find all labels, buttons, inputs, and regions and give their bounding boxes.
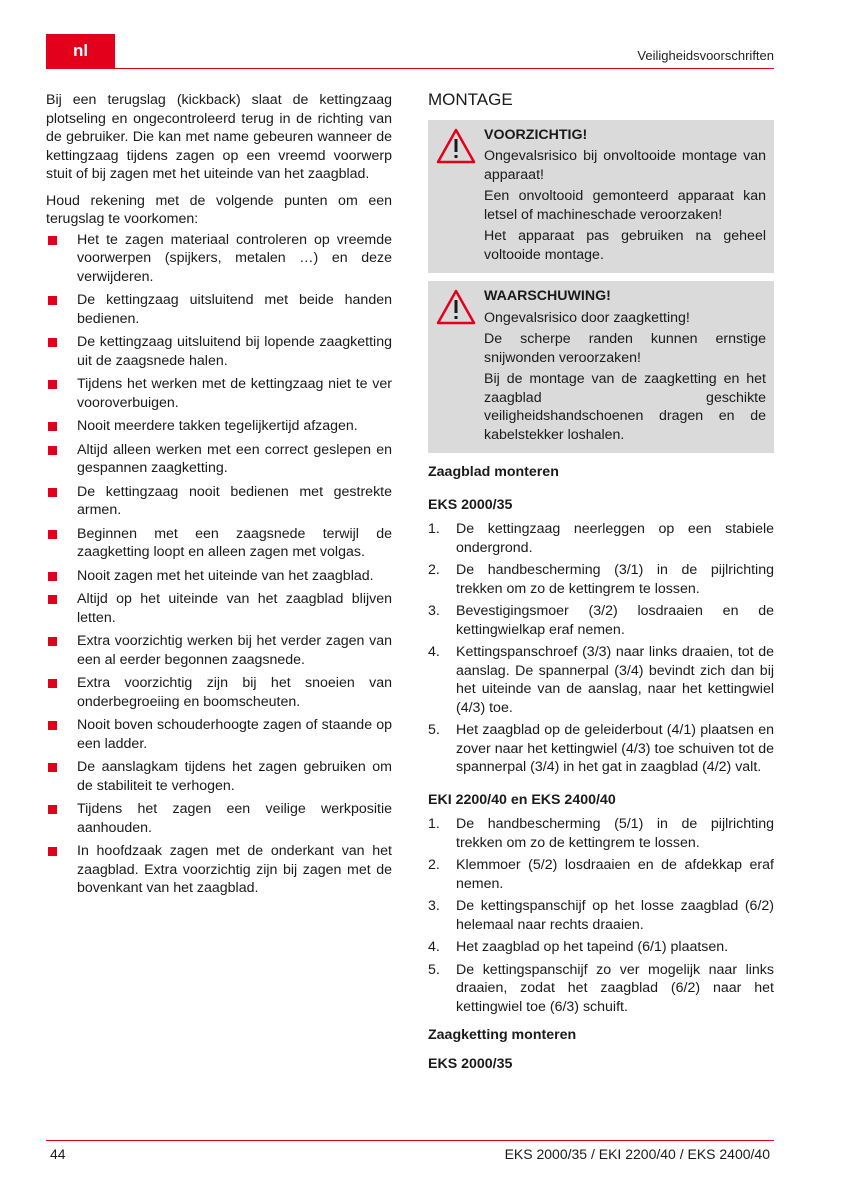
page-number: 44 xyxy=(50,1146,66,1162)
eks-heading: EKS 2000/35 xyxy=(428,496,513,513)
list-item: 3. Bevestigingsmoer (3/2) losdraaien en de kettingwielkap eraf nemen. xyxy=(428,603,774,638)
list-item: 4. Kettingspanschroef (3/3) naar links draaien, tot de aanslag. De spannerpal (3/4) bevindt zich dan bij het uiteinde van de aanslag, naar het kettingwiel (4/3) toe. xyxy=(428,644,774,716)
warning-line: Bij de montage van de zaagketting en het zaagblad geschikte veiligheidshandschoenen dragen en de kabelstekker loshalen. xyxy=(484,371,766,443)
caution-line: Ongevalsrisico bij onvoltooide montage van apparaat! xyxy=(484,148,766,183)
bullet-square-icon xyxy=(48,637,57,646)
warning-line: Ongevalsrisico door zaagketting! xyxy=(484,309,690,326)
kickback-lead: Houd rekening met de volgende punten om een terugslag te voorkomen: xyxy=(46,192,392,227)
list-item: Altijd alleen werken met een correct geslepen en gespannen zaagketting. xyxy=(46,441,392,478)
bullet-square-icon xyxy=(48,805,57,814)
eks-steps-list xyxy=(428,520,774,777)
warning-box xyxy=(428,281,774,453)
header-divider xyxy=(46,68,774,69)
list-item: In hoofdzaak zagen met de onderkant van het zaagblad. Extra voorzichtig zijn bij zagen met de bovenkant van het zaagblad. xyxy=(46,842,392,898)
right-column xyxy=(428,91,774,1083)
eki-steps-list xyxy=(428,815,774,1016)
warning-line: De scherpe randen kunnen ernstige snijwonden veroorzaken! xyxy=(484,331,766,366)
list-item: De kettingzaag nooit bedienen met gestrekte armen. xyxy=(46,483,392,520)
list-item: 3. De kettingspanschijf op het losse zaagblad (6/2) helemaal naar rechts draaien. xyxy=(428,898,774,933)
language-code: nl xyxy=(72,41,89,60)
blade-heading: Zaagblad monteren xyxy=(428,464,559,480)
caution-box xyxy=(428,120,774,274)
bullet-square-icon xyxy=(48,236,57,245)
warning-title: WAARSCHUWING! xyxy=(484,288,611,304)
list-item: 5. Het zaagblad op de geleiderbout (4/1) plaatsen en zover naar het kettingwiel (4/3) toe schuiven tot de spannerpal (3/4) in het gat in zaagblad (4/2) valt. xyxy=(428,722,774,775)
list-item: Nooit zagen met het uiteinde van het zaagblad. xyxy=(46,567,392,586)
language-tab xyxy=(46,34,115,68)
bullet-square-icon xyxy=(48,679,57,688)
list-item: Extra voorzichtig zijn bij het snoeien van onderbegroeiing en boomscheuten. xyxy=(46,674,392,711)
list-item: Beginnen met een zaagsnede terwijl de zaagketting loopt en alleen zagen met volgas. xyxy=(46,525,392,562)
page-header-title: Veiligheidsvoorschriften xyxy=(637,48,774,63)
list-item: 4. Het zaagblad op het tapeind (6/1) plaatsen. xyxy=(428,939,729,955)
list-item: 2. De handbescherming (3/1) in de pijlrichting trekken om zo de kettingrem te lossen. xyxy=(428,562,774,597)
section-title: MONTAGE xyxy=(428,90,513,109)
kickback-bullet-list xyxy=(46,231,392,898)
left-column xyxy=(46,91,392,903)
list-item: Altijd op het uiteinde van het zaagblad blijven letten. xyxy=(46,590,392,627)
eki-heading: EKI 2200/40 en EKS 2400/40 xyxy=(428,791,616,808)
bullet-square-icon xyxy=(48,847,57,856)
bullet-square-icon xyxy=(48,530,57,539)
bullet-square-icon xyxy=(48,380,57,389)
bullet-square-icon xyxy=(48,338,57,347)
bullet-square-icon xyxy=(48,446,57,455)
list-item: De kettingzaag uitsluitend bij lopende zaagketting uit de zaagsnede halen. xyxy=(46,333,392,370)
kickback-intro: Bij een terugslag (kickback) slaat de kettingzaag plotseling en ongecontroleerd terug in de richting van de gebruiker. Die kan met name gebeuren wanneer de kettingzaag tijdens zagen op een vreemd voorwerp stuit of bij zagen met het uiteinde van het zaagblad. xyxy=(46,92,392,182)
list-item: 1. De kettingzaag neerleggen op een stabiele ondergrond. xyxy=(428,521,774,556)
footer-divider xyxy=(46,1140,774,1141)
chain-eks-heading: EKS 2000/35 xyxy=(428,1055,513,1072)
list-item: Het te zagen materiaal controleren op vreemde voorwerpen (spijkers, metalen …) en deze verwijderen. xyxy=(46,231,392,287)
list-item: Tijdens het werken met de kettingzaag niet te ver vooroverbuigen. xyxy=(46,375,392,412)
list-item: 2. Klemmoer (5/2) losdraaien en de afdekkap eraf nemen. xyxy=(428,857,774,892)
list-item: Nooit meerdere takken tegelijkertijd afzagen. xyxy=(46,417,392,436)
bullet-square-icon xyxy=(48,296,57,305)
bullet-square-icon xyxy=(48,763,57,772)
caution-title: VOORZICHTIG! xyxy=(484,126,588,143)
warning-triangle-icon xyxy=(436,289,476,325)
list-item: Extra voorzichtig werken bij het verder zagen van een al eerder begonnen zaagsnede. xyxy=(46,632,392,669)
list-item: De aanslagkam tijdens het zagen gebruiken om de stabiliteit te verhogen. xyxy=(46,758,392,795)
bullet-square-icon xyxy=(48,595,57,604)
bullet-square-icon xyxy=(48,721,57,730)
caution-line: Een onvoltooid gemonteerd apparaat kan letsel of machineschade veroorzaken! xyxy=(484,188,766,223)
warning-triangle-icon xyxy=(436,128,476,164)
chain-heading: Zaagketting monteren xyxy=(428,1027,577,1043)
list-item: 1. De handbescherming (5/1) in de pijlrichting trekken om zo de kettingrem te lossen. xyxy=(428,816,774,851)
list-item: Tijdens het zagen een veilige werkpositie aanhouden. xyxy=(46,800,392,837)
list-item: Nooit boven schouderhoogte zagen of staande op een ladder. xyxy=(46,716,392,753)
list-item: De kettingzaag uitsluitend met beide handen bedienen. xyxy=(46,291,392,328)
bullet-square-icon xyxy=(48,488,57,497)
caution-line: Het apparaat pas gebruiken na geheel voltooide montage. xyxy=(484,228,766,263)
bullet-square-icon xyxy=(48,422,57,431)
bullet-square-icon xyxy=(48,572,57,581)
footer-models: EKS 2000/35 / EKI 2200/40 / EKS 2400/40 xyxy=(504,1146,770,1162)
list-item: 5. De kettingspanschijf zo ver mogelijk naar links draaien, zodat het zaagblad (6/2) naar het kettingwiel toe (6/3) schuift. xyxy=(428,961,774,1015)
